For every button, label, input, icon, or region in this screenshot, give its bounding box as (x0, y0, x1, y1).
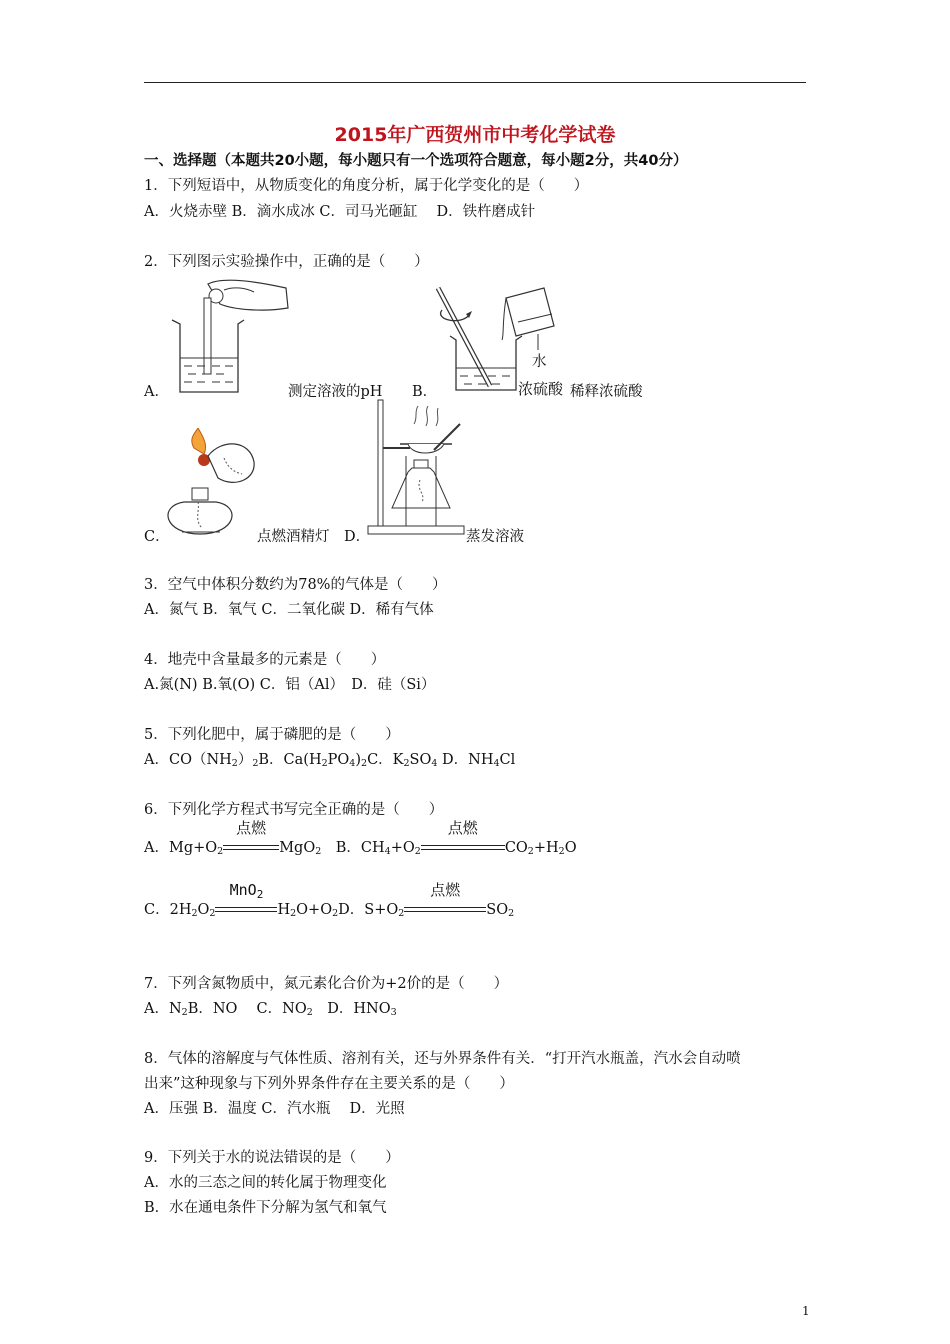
option-d-caption: 蒸发溶液 (466, 529, 524, 545)
question-8-stem-line2: 出来”这种现象与下列外界条件存在主要关系的是（ ） (144, 1076, 514, 1092)
option-c-caption: 点燃酒精灯 (257, 529, 330, 545)
catalyst-condition: MnO$_2$ (229, 881, 264, 901)
question-4-options: A.氮(N) B.氧(O) C．铝（Al） D．硅（Si） (144, 677, 436, 693)
question-4-stem: 4．地壳中含量最多的元素是（ ） (144, 652, 386, 668)
ignite-condition-b: 点燃 (447, 819, 478, 837)
question-8-options: A．压强 B．温度 C．汽水瓶 D．光照 (144, 1101, 405, 1117)
question-3-stem: 3．空气中体积分数约为78%的气体是（ ） (144, 577, 447, 593)
question-5-stem: 5．下列化肥中，属于磷肥的是（ ） (144, 727, 400, 743)
question-6-stem: 6．下列化学方程式书写完全正确的是（ ） (144, 802, 444, 818)
option-b-caption: 稀释浓硫酸 (570, 384, 643, 400)
question-5-options: A．$CO(NH_2)_2B$．$Ca(H_2PO_4)_2C$．$K_2SO_4$ D．$NH_4Cl$ (144, 752, 516, 769)
question-7-stem: 7．下列含氮物质中，氮元素化合价为+2价的是（ ） (144, 976, 509, 992)
page-number: 1 (802, 1304, 810, 1318)
question-2-stem: 2．下列图示实验操作中，正确的是（ ） (144, 254, 429, 270)
question-1-stem: 1．下列短语中，从物质变化的角度分析，属于化学变化的是（ ） (144, 178, 589, 194)
option-a-letter: A． (144, 384, 169, 400)
option-c-letter: C． (144, 529, 170, 545)
page-title: 2015年广西贺州市中考化学试卷 (334, 124, 616, 146)
option-d-letter: D． (344, 529, 371, 545)
question-9-option-b: B．水在通电条件下分解为氢气和氧气 (144, 1200, 387, 1216)
option-a-caption: 测定溶液的pH (288, 384, 383, 400)
option-b-letter: B． (412, 384, 438, 400)
question-3-options: A．氮气 B．氧气 C．二氧化碳 D．稀有气体 (144, 602, 434, 618)
question-1-options: A．火烧赤壁 B．滴水成冰 C．司马光砸缸 D．铁杵磨成针 (144, 204, 536, 220)
acid-label: 浓硫酸 (518, 380, 564, 398)
ignite-condition-d: 点燃 (430, 881, 461, 899)
question-6-options-ab: A．$Mg+O_2$ 点燃 MgO$_2$ B．$CH_4+O_2$ 点燃 $CO_2+H_2O$ (144, 819, 577, 857)
ignite-condition-a: 点燃 (236, 819, 267, 837)
question-7-options: A．$N_2B$．NO C．$NO_2$ D．$HNO_3$ (144, 1001, 397, 1018)
ph-test-figure (164, 278, 294, 400)
evaporation-figure (366, 398, 466, 538)
question-9-option-a: A．水的三态之间的转化属于物理变化 (144, 1175, 387, 1191)
section-heading: 一、选择题（本题共20小题，每小题只有一个选项符合题意，每小题2分，共40分） (144, 153, 688, 169)
alcohol-lamp-figure (164, 428, 260, 540)
water-label: 水 (532, 354, 547, 370)
question-6-options-cd: C．$2H_2O_2$ MnO$_2$ $H_2O+O_2D$．$S+O_2$ 点燃 $SO_2$ (144, 881, 515, 919)
question-9-stem: 9．下列关于水的说法错误的是（ ） (144, 1150, 400, 1166)
question-8-stem-line1: 8．气体的溶解度与气体性质、溶剂有关，还与外界条件有关．“打开汽水瓶盖，汽水会自动喷 (144, 1051, 741, 1067)
header-rule (144, 82, 806, 83)
